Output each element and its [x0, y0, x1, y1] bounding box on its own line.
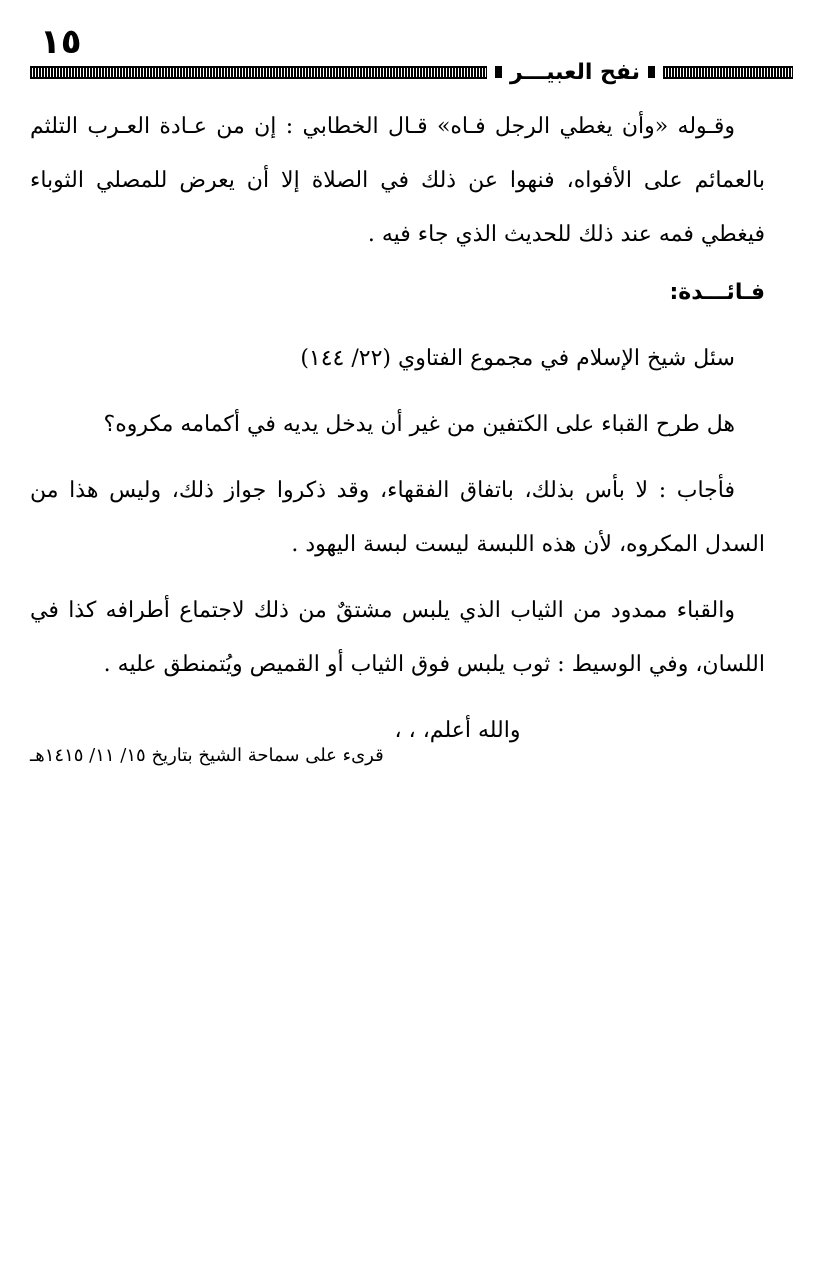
paragraph-question: هل طرح القباء على الكتفين من غير أن يدخل يديه في أكمامه مكروه؟ [103, 412, 735, 437]
paragraph-answer: فأجاب : لا بأس بذلك، باتفاق الفقهاء، وقد ذكروا جواز ذلك، وليس هذا من السدل المكروه، لأن هذه اللبسة ليست لبسة اليهود . [30, 478, 765, 557]
closing-phrase: والله أعلم، ، ، [394, 718, 521, 743]
header-rule-right [663, 66, 793, 79]
header-square-right [648, 66, 655, 78]
paragraph-question-source: سئل شيخ الإسلام في مجموع الفتاوي (٢٢/ ١٤٤) [300, 346, 735, 371]
reading-date-note: قرىء على سماحة الشيخ بتاريخ ١٥/ ١١/ ١٤١٥هـ [30, 745, 384, 766]
paragraph-definition: والقباء ممدود من الثياب الذي يلبس مشتقٌ من ذلك لاجتماع أطرافه كذا في اللسان، وفي الوسيط : ثوب يلبس فوق الثياب أو القميص ويُتمنطق عليه . [30, 598, 765, 677]
benefit-heading: فـائـــدة: [669, 280, 765, 305]
header-rule-left [30, 66, 487, 79]
page-number: ١٥ [40, 22, 82, 62]
paragraph-commentary: وقـوله «وأن يغطي الرجل فـاه» قـال الخطابي : إن من عـادة العـرب التلثم بالعمائم على الأفواه، فنهوا عن ذلك في الصلاة إلا أن يعرض للمصلي الثوباء فيغطي فمه عند ذلك للحديث الذي جاء فيه . [30, 114, 765, 247]
running-header [30, 58, 793, 86]
header-square-left [495, 66, 502, 78]
main-text [30, 100, 765, 758]
running-title: نفح العبيـــر [509, 59, 640, 85]
